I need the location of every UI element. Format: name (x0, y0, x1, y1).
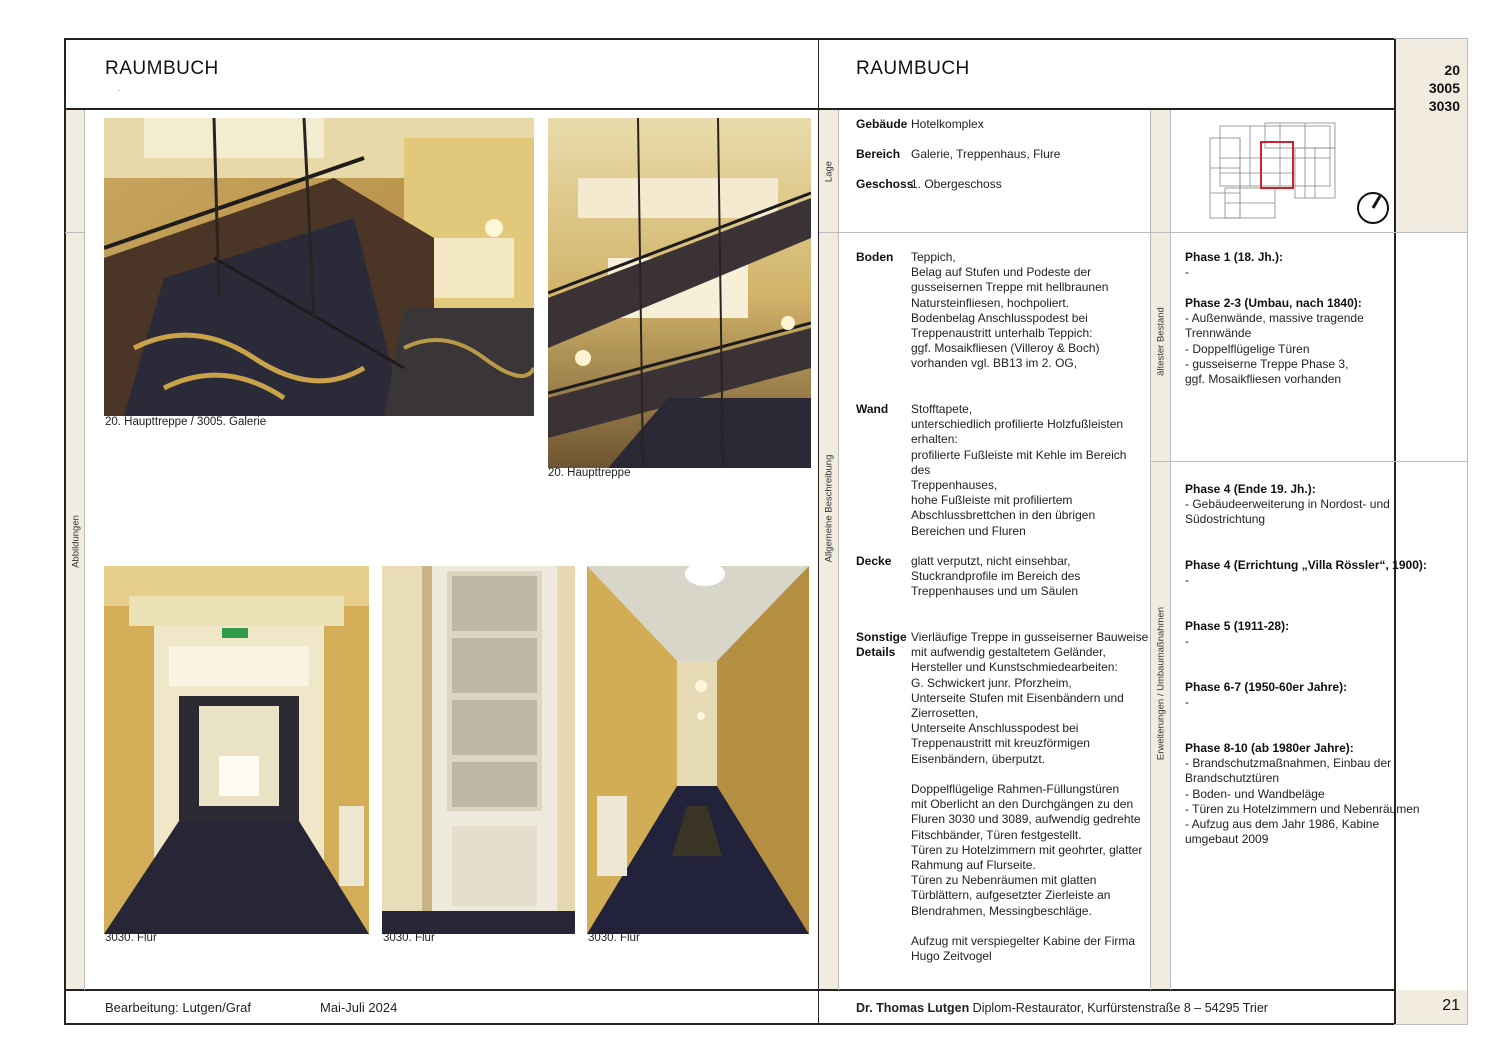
desc-label-wand: Wand (856, 402, 889, 416)
phase-title: Phase 8-10 (ab 1980er Jahre): (1185, 741, 1354, 755)
title-mark: . (118, 84, 121, 93)
desc-value-sonstige: Vierläufige Treppe in gusseiserner Bauweise mit aufwendig gestaltetem Geländer, Hersteller und Kunstschmiedearbeiten: G. Schwickert junr. Pforzheim, Unterseite Stufen mit Eisenbändern und Zierrosetten, Unterseite Anschlusspodest bei Treppenaustritt mit kreuzförmigen Eisenbändern, überputzt. Doppelflügelige Rahmen-Füllungstüren mit Oberlicht an den Durchgängen zu den Fluren 3030 und 3089, aufwendig gedrehte Fitschbänder, Türen festgestellt. Türen zu Hotelzimmern mit geohrter, glatter Rahmung auf Flurseite. Türen zu Nebenräumen mit glatten Türblättern, aufgesetzter Zierleiste an Blendrahmen, Messingbeschläge. Aufzug mit verspiegelter Kabine der Firma Hugo Zeitvogel (911, 630, 1149, 964)
room-number: 3030 (1428, 98, 1460, 114)
photo-corridor-doorway (104, 566, 369, 934)
phase-text: - (1185, 265, 1189, 280)
photo-caption: 3030. Flur (588, 932, 640, 944)
phase-entry (1185, 296, 1445, 387)
desc-value-decke: glatt verputzt, nicht einsehbar, Stuckrandprofile im Bereich des Treppenhauses und um Säulen (911, 554, 1081, 599)
outer-right-line (1467, 38, 1468, 1025)
photo-caption: 20. Haupttreppe / 3005. Galerie (105, 416, 267, 428)
phase-text: - Brandschutzmaßnahmen, Einbau der Brandschutztüren - Boden- und Wandbeläge - Türen zu Hotelzimmern und Nebenräumen - Aufzug aus dem Jahr 1986, Kabine umgebaut 2009 (1185, 756, 1420, 847)
phase-text: - (1185, 695, 1189, 710)
phase-title: Phase 4 (Ende 19. Jh.): (1185, 482, 1316, 496)
lage-label-geschoss: Geschoss (856, 177, 914, 191)
photo-caption: 20. Haupttreppe (548, 467, 631, 479)
phase-text: - Gebäudeerweiterung in Nordost- und Südostrichtung (1185, 497, 1390, 527)
room-number: 20 (1444, 62, 1460, 78)
phase-entry (1185, 619, 1445, 649)
floor-plan-map (1205, 118, 1345, 228)
phase-strip-line-right (1170, 110, 1171, 990)
desc-label-boden: Boden (856, 250, 894, 264)
phase-entry (1185, 680, 1445, 710)
lage-value-geschoss: 1. Obergeschoss (911, 177, 1002, 191)
lage-bottom-line (819, 232, 1468, 233)
photo-staircase-gallery (104, 118, 534, 416)
left-strip-right-line (84, 110, 85, 990)
photo-long-corridor (587, 566, 809, 934)
footer-credit (856, 1001, 1268, 1015)
beschreibung-label: Allgemeine Beschreibung (823, 454, 835, 563)
left-page-title: RAUMBUCH (105, 58, 219, 79)
outer-top-line (1394, 38, 1468, 39)
erweiterungen-label: Erweiterungen / Umbaumaßnahmen (1155, 606, 1167, 761)
phase-text: - (1185, 634, 1189, 649)
phase-entry (1185, 558, 1445, 588)
north-arrow-icon (1356, 191, 1390, 225)
photo-caption: 3030. Flur (105, 932, 157, 944)
phase-title: Phase 5 (1911-28): (1185, 619, 1290, 633)
phase-title: Phase 6-7 (1950-60er Jahre): (1185, 680, 1348, 694)
phase-strip-line-left (1150, 110, 1151, 990)
lage-value-gebaeude: Hotelkomplex (911, 117, 984, 131)
desc-label-sonstige: Sonstige Details (856, 630, 907, 660)
header-bottom-line (64, 108, 1395, 110)
bestand-label: ältester Bestand (1155, 307, 1167, 376)
footer-date: Mai-Juli 2024 (320, 1000, 398, 1015)
lage-label-bereich: Bereich (856, 147, 901, 161)
page-number: 21 (1442, 997, 1460, 1014)
phase-title: Phase 2-3 (Umbau, nach 1840): (1185, 296, 1362, 310)
phase-title: Phase 4 (Errichtung „Villa Rössler“, 1900): (1185, 558, 1427, 572)
right-page-title: RAUMBUCH (856, 58, 970, 79)
frame-right (1394, 38, 1396, 1025)
phase-title: Phase 1 (18. Jh.): (1185, 250, 1284, 264)
lage-label-gebaeude: Gebäude (856, 117, 908, 131)
desc-value-wand: Stofftapete, unterschiedlich profilierte Holzfußleisten erhalten: profilierte Fußleiste mit Kehle im Bereich des Treppenhauses, hohe Fußleiste mit profiliertem Abschlussbrettchen in den übrigen Bereichen und Fluren (911, 402, 1127, 538)
phase-entry (1185, 250, 1445, 280)
desc-label-decke: Decke (856, 554, 892, 568)
frame-left (64, 38, 66, 1025)
side-strip-phases (1151, 110, 1170, 990)
outer-bottom-line (1394, 1024, 1468, 1025)
footer-editor: Bearbeitung: Lutgen/Graf (105, 1000, 251, 1015)
left-strip-divider (65, 232, 84, 233)
desc-value-boden: Teppich, Belag auf Stufen und Podeste der gusseisernen Treppe mit hellbraunen Natursteinfliesen, hochpoliert. Bodenbelag Anschlusspodest bei Treppenaustritt unterhalb Teppich: ggf. Mosaikfliesen (Villeroy & Boch) vorhanden vgl. BB13 im 2. OG, (911, 250, 1109, 371)
frame-bottom (64, 1023, 1395, 1025)
phase-entry (1185, 482, 1445, 528)
footer-top-line (64, 989, 1395, 991)
frame-top (64, 38, 1395, 40)
lage-strip-line (838, 110, 839, 990)
bestand-bottom-line (1151, 461, 1468, 462)
room-number: 3005 (1428, 80, 1460, 96)
phase-text: - Außenwände, massive tragende Trennwände - Doppelflügelige Türen - gusseiserne Treppe Phase 3, ggf. Mosaikfliesen vorhanden (1185, 311, 1364, 387)
photo-door-detail (382, 566, 575, 934)
footer-address: Diplom-Restaurator, Kurfürstenstraße 8 – 54295 Trier (969, 1001, 1268, 1015)
photo-staircase (548, 118, 811, 468)
footer-author: Dr. Thomas Lutgen (856, 1001, 970, 1015)
phase-text: - (1185, 573, 1189, 588)
abbildungen-label: Abbildungen (70, 515, 82, 568)
page-divider (818, 38, 819, 1025)
lage-label: Lage (823, 160, 835, 183)
lage-value-bereich: Galerie, Treppenhaus, Flure (911, 147, 1061, 161)
phase-entry (1185, 741, 1445, 847)
photo-caption: 3030. Flur (383, 932, 435, 944)
